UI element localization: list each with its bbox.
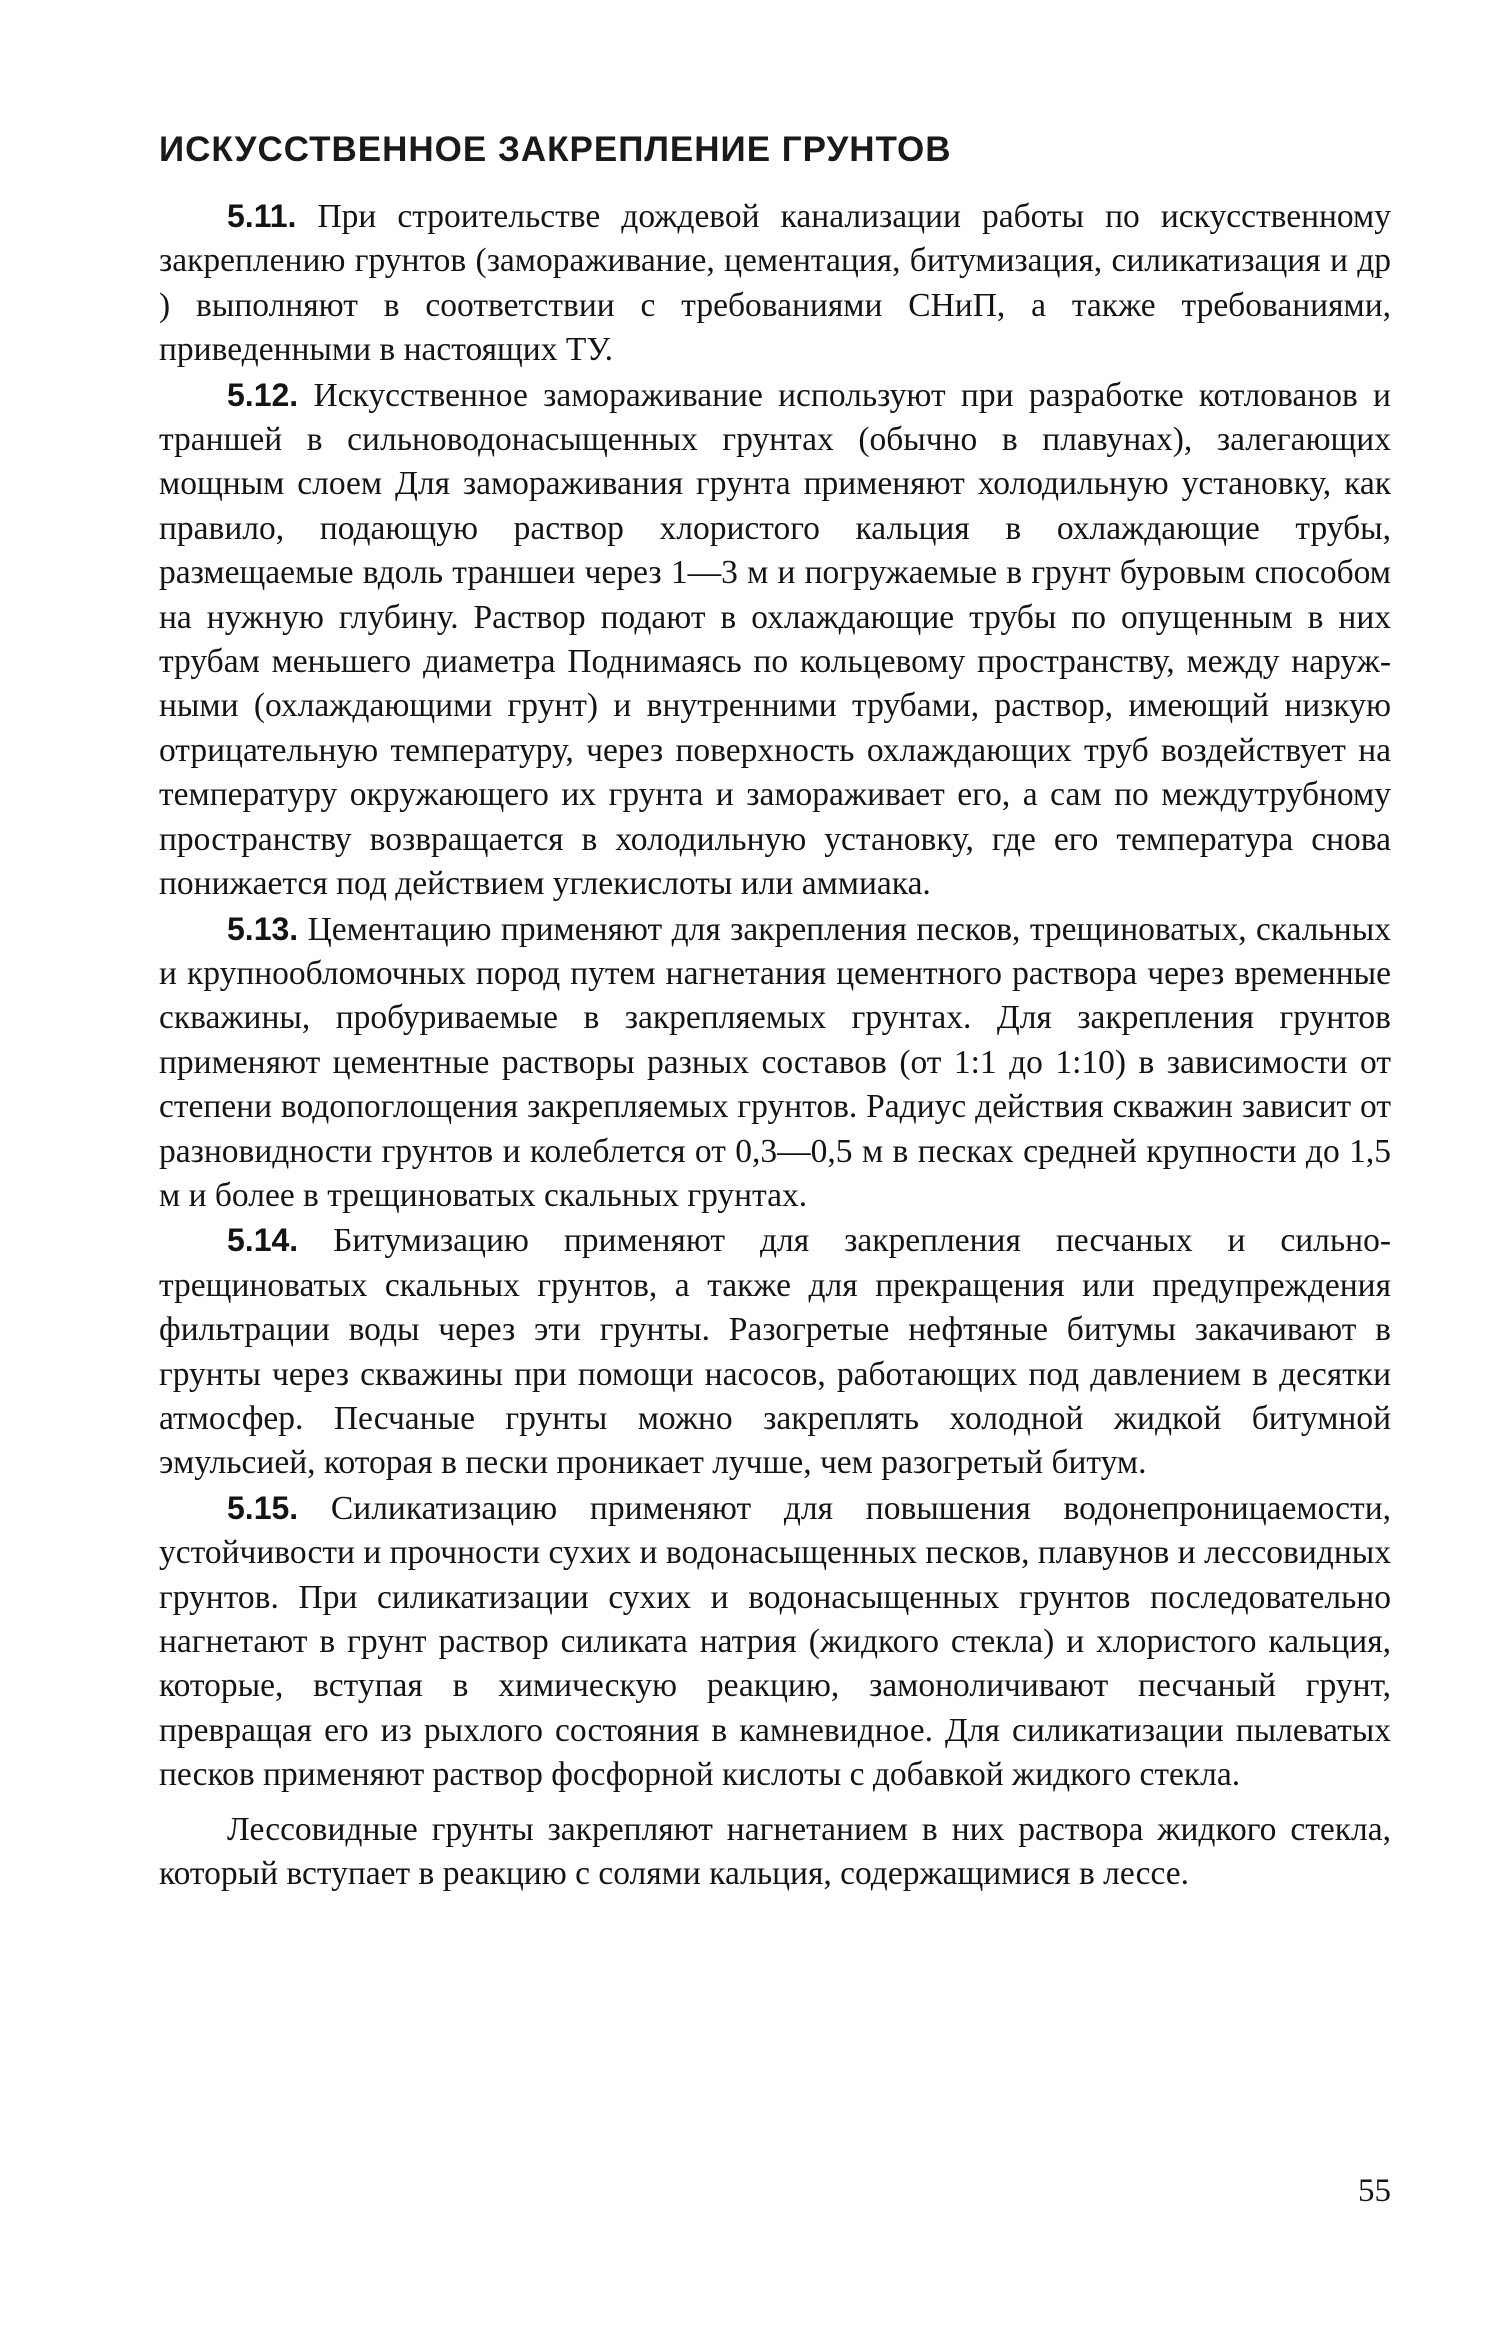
paragraph-text: Искусственное замораживание используют при разработке котлованов и траншей в сильноводонасыщенных грунтах (обычно в плавунах), залегающих мощным слоем Для замораживания грунта применяют холодильную установку, как правило, подающую раствор хлористого кальция в охлаждающие трубы, размещаемые вдоль траншеи через 1—3 м и погружаемые в грунт буровым способом на нужную глубину. Раствор подают в охлаждающие трубы по опущенным в них трубам меньшего диаметра Поднимаясь по кольцевому пространству, между наружными (охлаждающими грунт) и внутренними трубами, раствор, имеющий низкую отрицательную температуру, через поверхность охлаждающих труб воздействует на температуру окружающего их грунта и замораживает его, а сам по междутрубному пространству возвращается в холодильную установку, где его температура снова понижается под действием углекислоты или аммиака.	[159, 376, 1391, 903]
paragraph-number: 5.13.	[227, 910, 299, 947]
paragraph-text: Битумизацию применяют для закрепления песчаных и сильнотрещиноватых скальных грунтов, а также для прекращения или предупреждения фильтрации воды через эти грунты. Разогретые нефтяные битумы закачивают в грунты через скважины при помощи насосов, работающих под давлением в десятки атмосфер. Песчаные грунты можно закреплять холодной жидкой битумной эмульсией, которая в пески проникает лучше, чем разогретый битум.	[159, 1222, 1391, 1482]
paragraph-number: 5.12.	[227, 376, 299, 413]
page-number: 55	[1358, 2173, 1391, 2209]
paragraph-number: 5.11.	[227, 198, 297, 234]
paragraph-text: Силикатизацию применяют для повышения водонепроницаемости, устойчивости и прочности сухих и водонасыщенных песков, плавунов и лессовидных грунтов. При силикатизации сухих и водонасыщенных грунтов последовательно нагнетают в грунт раствор силиката натрия (жидкого стекла) и хлористого кальция, которые, вступая в химическую реакцию, замоноличивают песчаный грунт, превращая его из рыхлого состояния в камневидное. Для силикатизации пылеватых песков применяют раствор фосфорной кислоты с добавкой жидкого стекла.	[159, 1489, 1391, 1794]
paragraph-text: Лессовидные грунты закрепляют нагнетанием в них раствора жидкого стекла, который вступает в реакцию с солями кальция, содержащимися в лессе.	[159, 1810, 1391, 1893]
paragraph-loess	[159, 1808, 1391, 1897]
document-page	[159, 128, 1391, 1896]
paragraph-5-13	[159, 907, 1391, 1219]
paragraph-text: Цементацию применяют для закрепления песков, трещиноватых, скальных и крупнообломочных пород путем нагнетания цементного раствора через временные скважины, пробуриваемые в закрепляемых грунтах. Для закрепления грунтов применяют цементные растворы разных составов (от 1:1 до 1:10) в зависимости от степени водопоглощения закрепляемых грунтов. Радиус действия скважин зависит от разновидности грунтов и колеблется от 0,3—0,5 м в песках средней крупности до 1,5 м и более в трещиноватых скальных грунтах.	[159, 910, 1391, 1214]
section-heading: ИСКУССТВЕННОЕ ЗАКРЕПЛЕНИЕ ГРУНТОВ	[159, 130, 952, 169]
paragraph-text: При строительстве дождевой канализации работы по искусственному закреплению грунтов (замораживание, цементация, битумизация, силикатизация и др ) выполняют в соответствии с требованиями СНиП, а также требованиями, приведенными в настоящих ТУ.	[159, 198, 1391, 369]
paragraph-5-11	[159, 194, 1391, 373]
paragraph-number: 5.15.	[227, 1489, 299, 1526]
paragraph-5-12	[159, 373, 1391, 907]
paragraph-number: 5.14.	[227, 1222, 299, 1259]
paragraph-5-15	[159, 1486, 1391, 1798]
paragraph-5-14	[159, 1218, 1391, 1485]
